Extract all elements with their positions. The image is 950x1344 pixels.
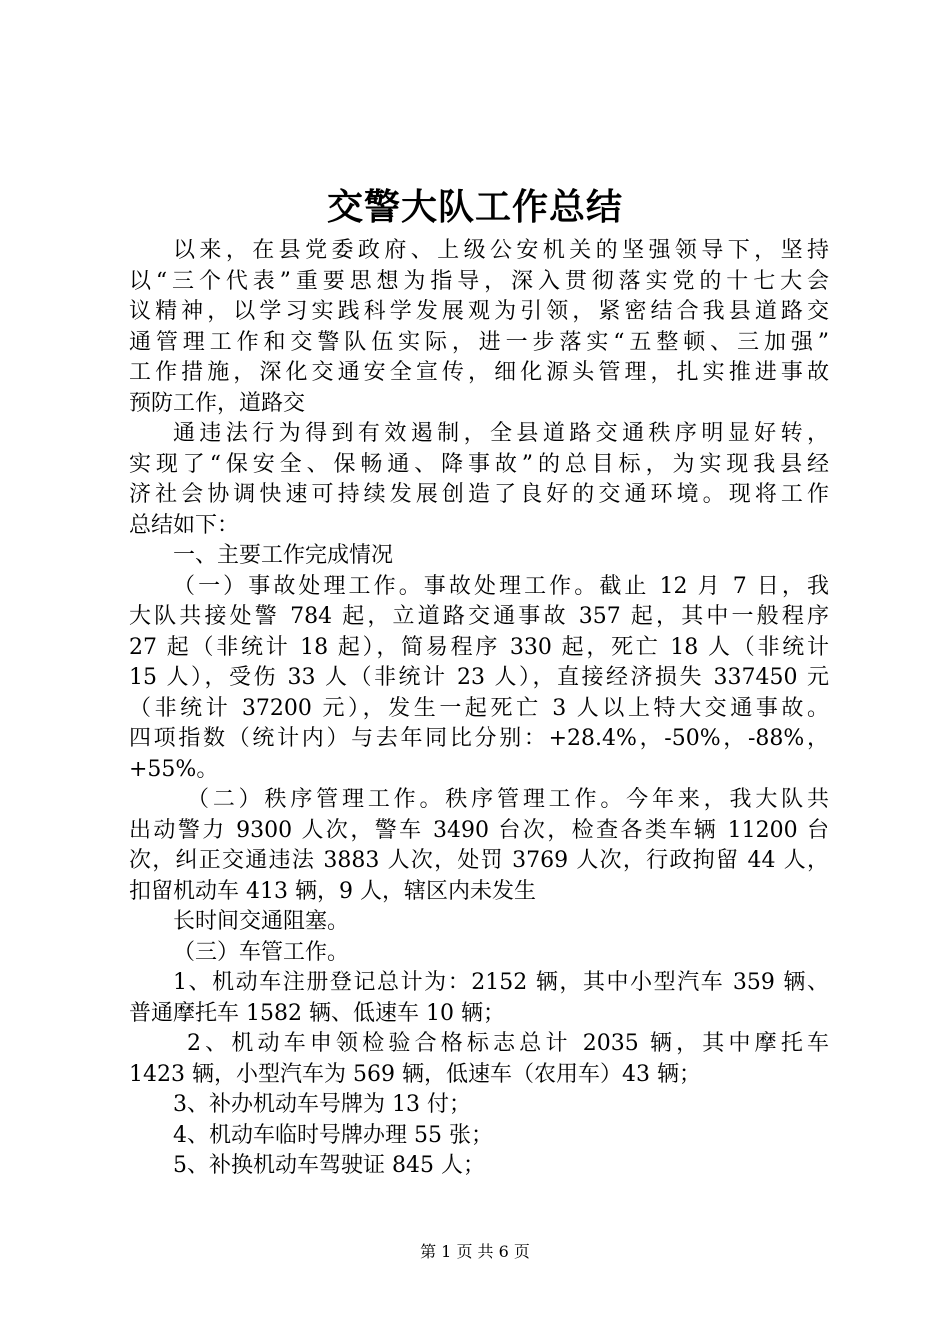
section-heading: 一、主要工作完成情况 [173,543,394,568]
text-line: 以“三个代表”重要思想为指导，深入贯彻落实党的十七大会 [129,268,829,294]
list-item: 3、补办机动车号牌为 13 付； [173,1092,471,1117]
list-item: 1、机动车注册登记总计为：2152 辆，其中小型汽车 359 辆、 [173,970,829,995]
text-line: （二）秩序管理工作。秩序管理工作。今年来，我大队共 [187,787,829,812]
page-footer: 第 1 页 共 6 页 [420,1242,530,1261]
list-item-continuation: 普通摩托车 1582 辆、低速车 10 辆； [129,1000,505,1026]
text-line: 15 人），受伤 33 人（非统计 23 人），直接经济损失 337450 元 [129,665,829,690]
text-line: 扣留机动车 413 辆，9 人，辖区内未发生 [129,878,536,904]
list-item: 4、机动车临时号牌办理 55 张； [173,1122,493,1148]
document-body [129,236,829,1182]
list-item-continuation: 1423 辆，小型汽车为 569 辆，低速车（农用车）43 辆； [129,1061,701,1087]
text-line: （非统计 37200 元），发生一起死亡 3 人以上特大交通事故。 [129,695,829,721]
text-line: 27 起（非统计 18 起），简易程序 330 起，死亡 18 人（非统计 [129,634,829,660]
text-line: 长时间交通阻塞。 [173,909,350,934]
text-line: 总结如下： [129,512,240,538]
list-item: 2、机动车申领检验合格标志总计 2035 辆，其中摩托车 [187,1031,829,1056]
text-line: 预防工作，道路交 [129,390,306,416]
text-line: 议精神，以学习实践科学发展观为引领，紧密结合我县道路交 [129,299,829,324]
text-line: 次，纠正交通违法 3883 人次，处罚 3769 人次，行政拘留 44 人， [129,848,829,873]
text-line: 通违法行为得到有效遏制，全县道路交通秩序明显好转， [173,421,829,446]
text-line: +55%。 [129,756,219,782]
text-line: （一）事故处理工作。事故处理工作。截止 12 月 7 日，我 [173,573,829,599]
text-line: 以来，在县党委政府、上级公安机关的坚强领导下，坚持 [173,238,829,263]
text-line: 出动警力 9300 人次，警车 3490 台次，检查各类车辆 11200 台 [129,817,829,843]
text-line: 济社会协调快速可持续发展创造了良好的交通环境。现将工作 [129,482,829,507]
text-line: 大队共接处警 784 起，立道路交通事故 357 起，其中一般程序 [129,604,829,629]
text-line: 四项指数（统计内）与去年同比分别：+28.4%，-50%，-88%， [129,726,829,751]
text-line: 工作措施，深化交通安全宣传，细化源头管理，扎实推进事故 [129,360,829,385]
text-line: 实现了“保安全、保畅通、降事故”的总目标，为实现我县经 [129,451,829,477]
document-title: 交警大队工作总结 [326,186,623,228]
text-line: 通管理工作和交警队伍实际，进一步落实“五整顿、三加强” [129,329,829,355]
section-heading: （三）车管工作。 [173,939,350,965]
list-item: 5、补换机动车驾驶证 845 人； [173,1153,485,1178]
